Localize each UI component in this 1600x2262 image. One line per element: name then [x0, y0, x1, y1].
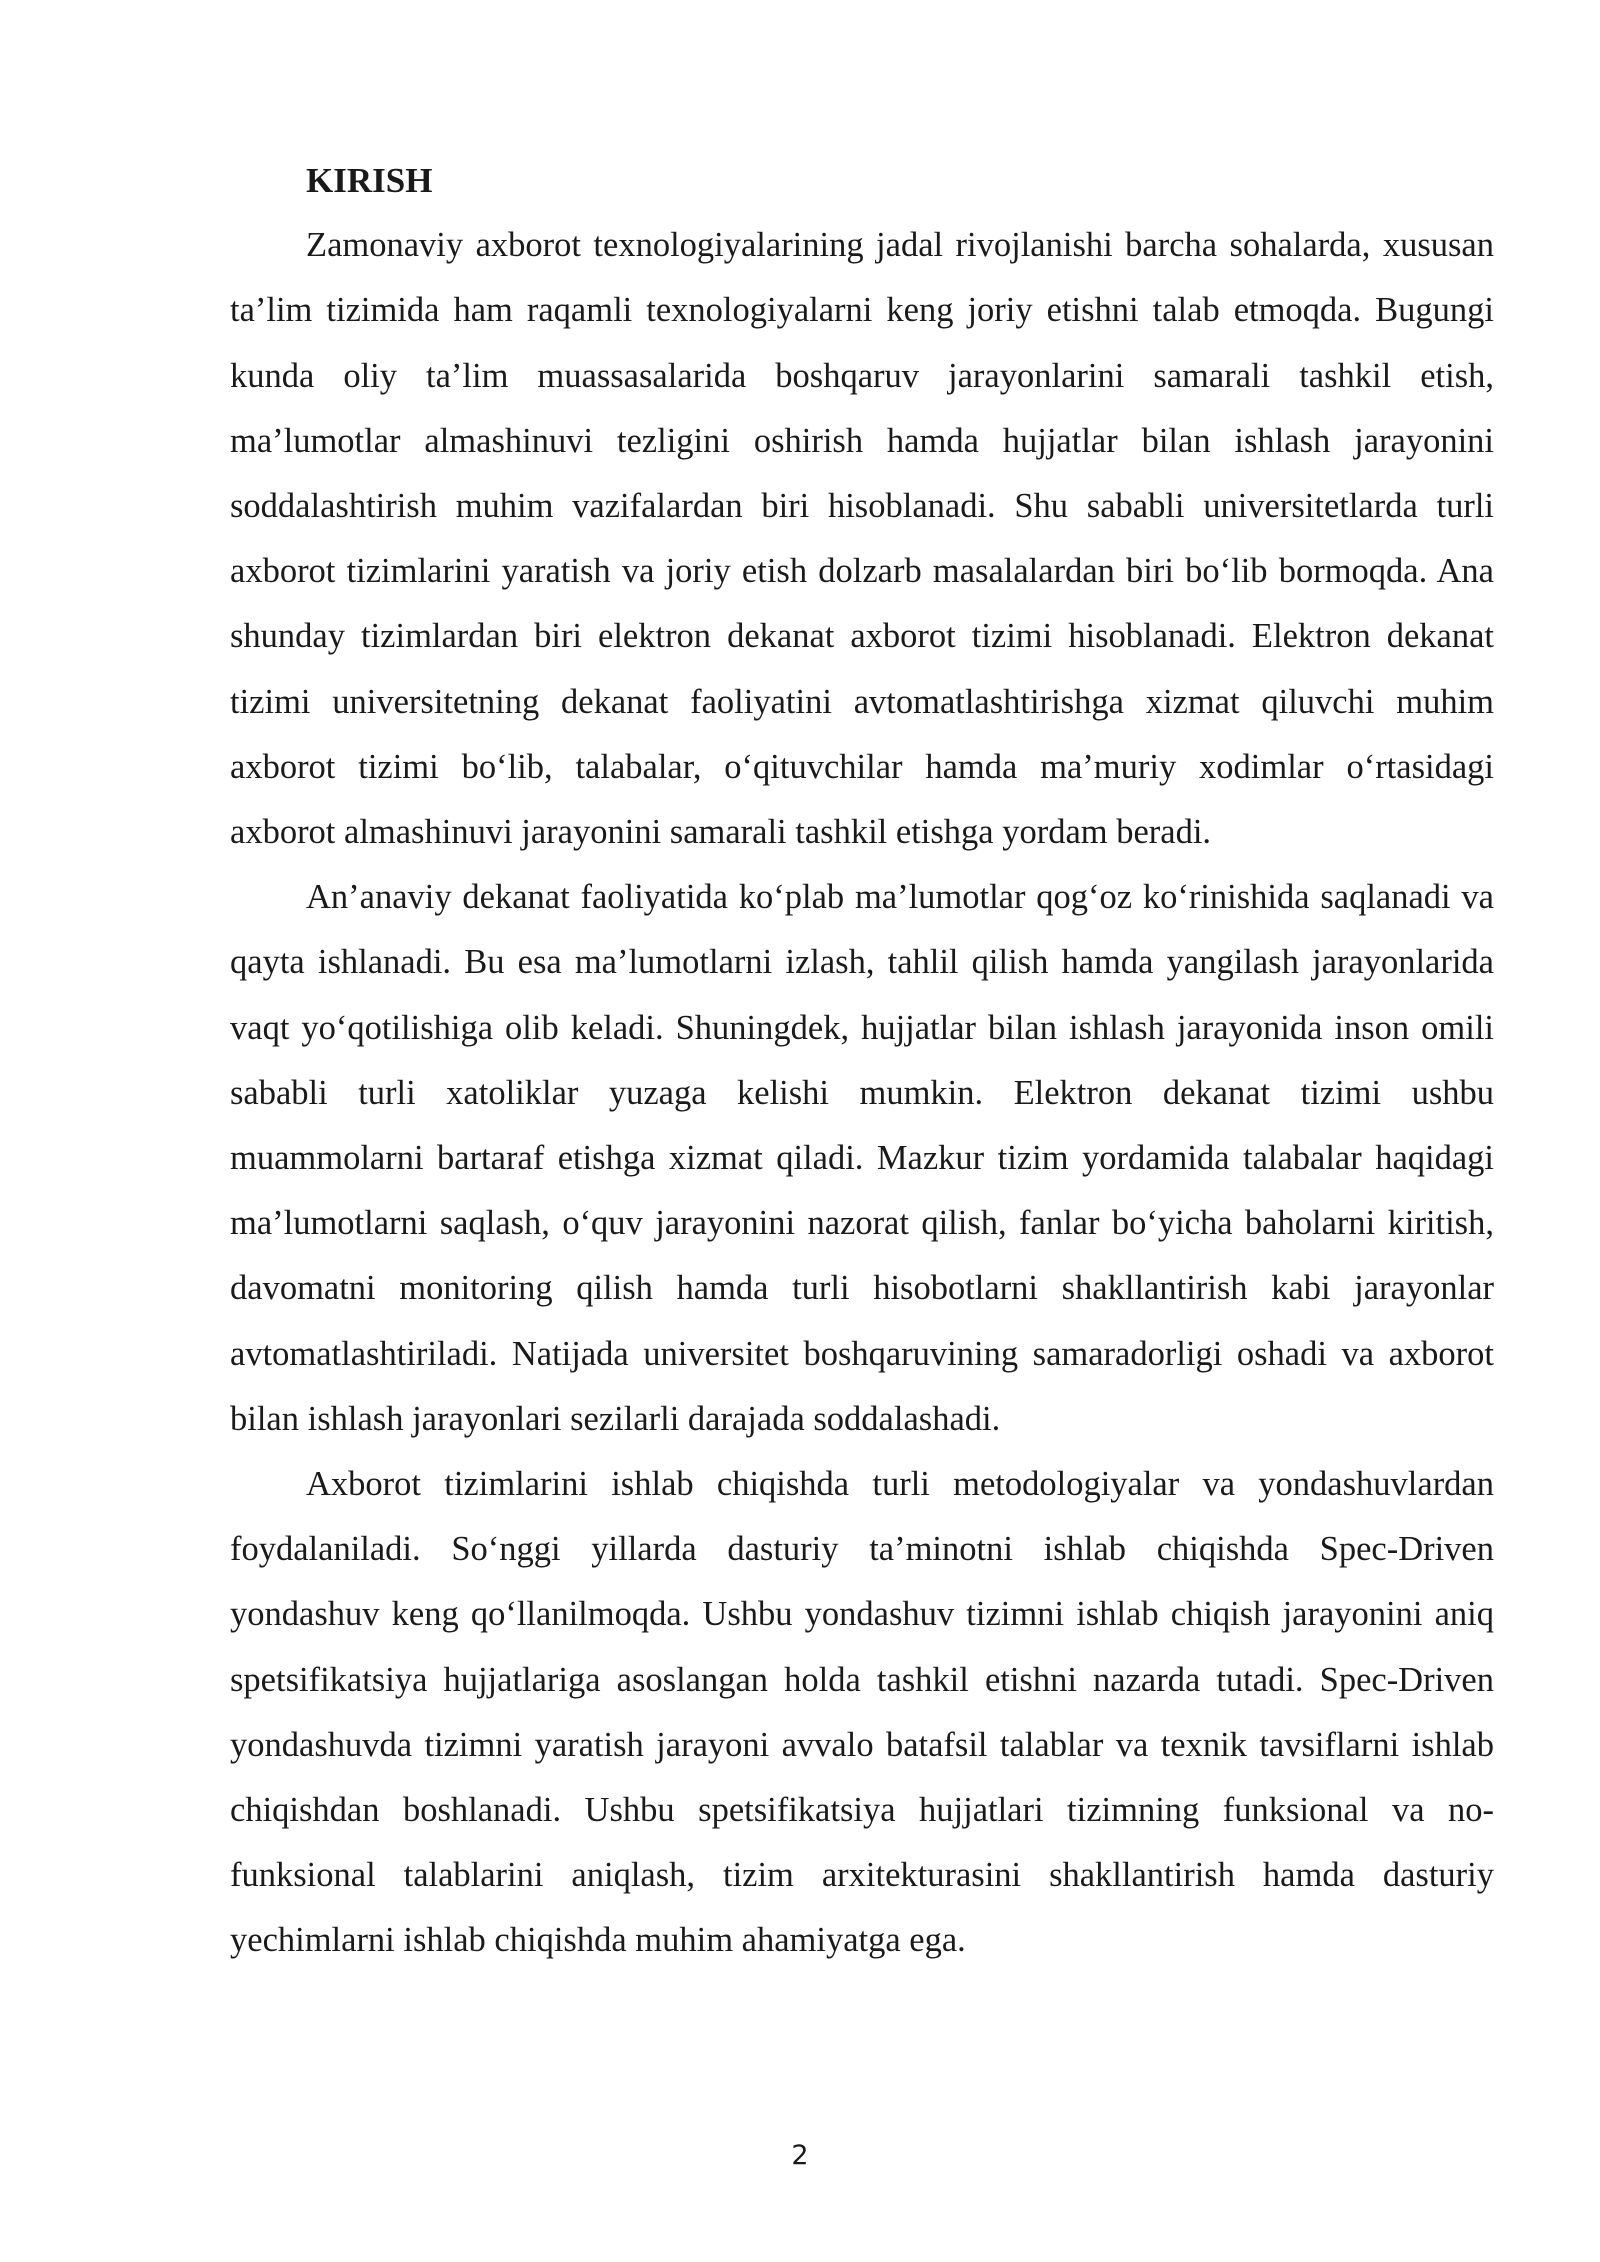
page-content: [230, 148, 1494, 1974]
paragraph-3: Axborot tizimlarini ishlab chiqishda turli metodologiyalar va yondashuvlardan foydalaniladi. So‘nggi yillarda dasturiy ta’minotni ishlab chiqishda Spec-Driven yondashuv keng qo‘llanilmoqda. Ushbu yondashuv tizimni ishlab chiqish jarayonini aniq spetsifikatsiya hujjatlariga asoslangan holda tashkil etishni nazarda tutadi. Spec-Driven yondashuvda tizimni yaratish jarayoni avvalo batafsil talablar va texnik tavsiflarni ishlab chiqishdan boshlanadi. Ushbu spetsifikatsiya hujjatlari tizimning funksional va no-funksional talablarini aniqlash, tizim arxitekturasini shakllantirish hamda dasturiy yechimlarni ishlab chiqishda muhim ahamiyatga ega.: [230, 1465, 1494, 1960]
paragraph-1: Zamonaviy axborot texnologiyalarining jadal rivojlanishi barcha sohalarda, xususan ta’lim tizimida ham raqamli texnologiyalarni keng joriy etishni talab etmoqda. Bugungi kunda oliy ta’lim muassasalarida boshqaruv jarayonlarini samarali tashkil etish, ma’lumotlar almashinuvi tezligini oshirish hamda hujjatlar bilan ishlash jarayonini soddalashtirish muhim vazifalardan biri hisoblanadi. Shu sababli universitetlarda turli axborot tizimlarini yaratish va joriy etish dolzarb masalalardan biri bo‘lib bormoqda. Ana shunday tizimlardan biri elektron dekanat axborot tizimi hisoblanadi. Elektron dekanat tizimi universitetning dekanat faoliyatini avtomatlashtirishga xizmat qiluvchi muhim axborot tizimi bo‘lib, talabalar, o‘qituvchilar hamda ma’muriy xodimlar o‘rtasidagi axborot almashinuvi jarayonini samarali tashkil etishga yordam beradi.: [230, 226, 1494, 852]
paragraph-2: An’anaviy dekanat faoliyatida ko‘plab ma’lumotlar qog‘oz ko‘rinishida saqlanadi va qayta ishlanadi. Bu esa ma’lumotlarni izlash, tahlil qilish hamda yangilash jarayonlarida vaqt yo‘qotilishiga olib keladi. Shuningdek, hujjatlar bilan ishlash jarayonida inson omili sababli turli xatoliklar yuzaga kelishi mumkin. Elektron dekanat tizimi ushbu muammolarni bartaraf etishga xizmat qiladi. Mazkur tizim yordamida talabalar haqidagi ma’lumotlarni saqlash, o‘quv jarayonini nazorat qilish, fanlar bo‘yicha baholarni kiritish, davomatni monitoring qilish hamda turli hisobotlarni shakllantirish kabi jarayonlar avtomatlashtiriladi. Natijada universitet boshqaruvining samaradorligi oshadi va axborot bilan ishlash jarayonlari sezilarli darajada soddalashadi.: [230, 878, 1494, 1438]
page-number: 2: [791, 2140, 809, 2171]
section-heading: KIRISH: [306, 161, 433, 200]
